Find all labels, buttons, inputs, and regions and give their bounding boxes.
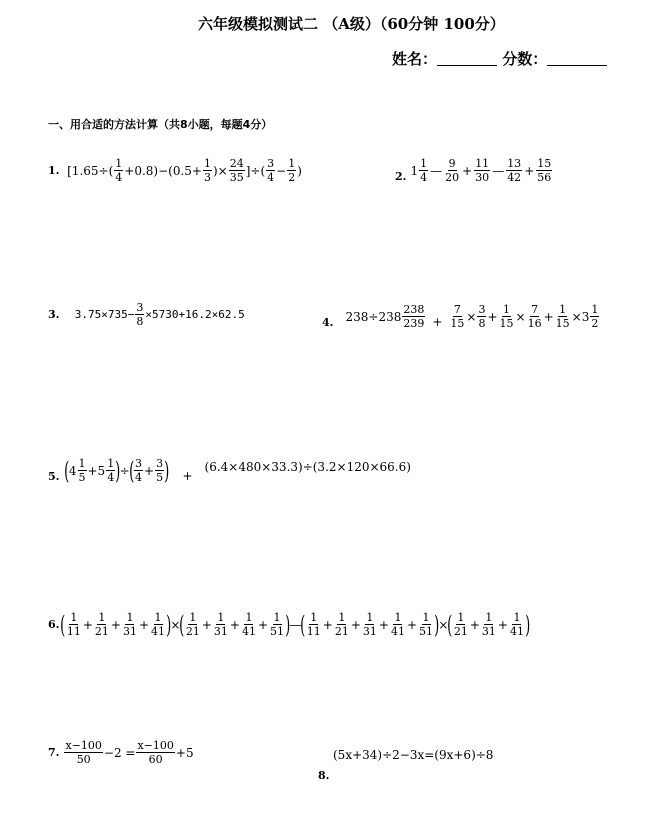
fraction: $\frac{3}{4}$ <box>135 457 143 484</box>
problem-number: 6. <box>48 618 60 631</box>
paren: ( <box>128 456 134 485</box>
fraction: $\frac{238}{239}$ <box>403 303 425 330</box>
operator: + <box>182 469 193 483</box>
operator: + <box>487 309 498 324</box>
fraction: $\frac{1}{51}$ <box>270 611 285 638</box>
expr-text: )× <box>212 163 228 178</box>
problem-4 <box>322 304 600 329</box>
fraction: $\frac{3}{4}$ <box>267 157 275 184</box>
fraction: $\frac{13}{42}$ <box>507 157 522 184</box>
operator: + <box>462 163 473 178</box>
name-blank[interactable] <box>437 51 497 66</box>
operator: ×3 <box>571 309 590 324</box>
fraction: $\frac{1}{3}$ <box>203 157 211 184</box>
expr-text: (6.4×480×33.3)÷(3.2×120×66.6) <box>204 460 411 474</box>
expr-text: − <box>276 163 287 178</box>
fraction: $\frac{7}{15}$ <box>450 303 465 330</box>
operator: — <box>492 163 505 178</box>
problem-1 <box>48 158 302 183</box>
operator: + <box>524 163 535 178</box>
mixed-number: 1 $\frac{1}{4}$ <box>410 157 428 184</box>
fraction: $\frac{1}{15}$ <box>499 303 514 330</box>
fraction: $\frac{1}{31}$ <box>481 611 496 638</box>
operator: + <box>432 315 443 329</box>
score-label: 分数： <box>502 50 548 68</box>
fraction: $\frac{1}{21}$ <box>185 611 200 638</box>
problem-number: 3. <box>48 308 60 321</box>
name-label: 姓名： <box>392 50 438 68</box>
fraction: $\frac{x-100}{50}$ <box>65 739 102 766</box>
fraction: $\frac{1}{4}$ <box>115 157 123 184</box>
fraction: $\frac{1}{21}$ <box>94 611 109 638</box>
problem-3 <box>48 302 245 327</box>
section-heading: 一、用合适的方法计算（共8小题，每题4分） <box>48 118 273 131</box>
expr-text: ) <box>297 163 302 178</box>
expr-text: ×5730+16.2×62.5 <box>145 308 245 321</box>
fraction: $\frac{3}{8}$ <box>136 301 144 328</box>
expr-text: ]÷( <box>245 163 266 178</box>
expr-text: 238÷238 <box>345 309 402 324</box>
operator: + <box>543 309 554 324</box>
fraction: $\frac{1}{4}$ <box>107 457 115 484</box>
fraction: $\frac{1}{2}$ <box>591 303 599 330</box>
problem-number: 7. <box>48 746 60 759</box>
fraction: $\frac{3}{5}$ <box>156 457 164 484</box>
fraction: $\frac{3}{8}$ <box>478 303 486 330</box>
name-score-row <box>392 48 607 69</box>
fraction: $\frac{9}{20}$ <box>445 157 460 184</box>
expr-text: +0.8)−(0.5+ <box>124 163 202 178</box>
score-blank[interactable] <box>547 51 607 66</box>
fraction: $\frac{1}{31}$ <box>122 611 137 638</box>
operator: — <box>430 163 443 178</box>
fraction: $\frac{1}{51}$ <box>419 611 434 638</box>
operator: × <box>466 309 477 324</box>
problem-6: 6. ( $\frac{1}{11}$ + $\frac{1}{21}$ + $\frac{1}{31}$ + $\frac{1}{41}$ ) × ( $\frac{1}{21}$ + $\frac{1}{31}$ + $\frac{1}{41}$ + $\frac{1}{51}$ ) — ( $\frac{1}{11}$ + $\frac{1}{21}$ + $\frac{1}{31}$ + $\frac{1}{41}$ + $\frac{1}{51}$ ) × ( $\frac{1}{21}$ + $\frac{1}{31}$ + $\frac{1}{41}$ ) <box>48 610 531 639</box>
problem-8: (5x+34)÷2−3x=(9x+6)÷8 <box>333 748 494 762</box>
paren: ) <box>164 456 170 485</box>
fraction: $\frac{1}{15}$ <box>555 303 570 330</box>
expr-text: [1.65÷( <box>67 163 114 178</box>
fraction: $\frac{1}{41}$ <box>390 611 405 638</box>
fraction: $\frac{1}{21}$ <box>453 611 468 638</box>
expr-text: +5 <box>175 745 194 760</box>
problem-5 <box>48 458 411 483</box>
fraction: $\frac{1}{41}$ <box>509 611 524 638</box>
fraction: $\frac{1}{2}$ <box>288 157 296 184</box>
fraction: $\frac{1}{11}$ <box>66 611 81 638</box>
paren: ( <box>64 456 70 485</box>
problem-number: 1. <box>48 164 60 177</box>
problem-number: 5. <box>48 470 60 483</box>
operator: +5 <box>87 463 106 478</box>
problem-number: 4. <box>322 316 334 329</box>
fraction: $\frac{x-100}{60}$ <box>137 739 174 766</box>
operator: × <box>515 309 526 324</box>
fraction: $\frac{1}{31}$ <box>362 611 377 638</box>
fraction: $\frac{1}{21}$ <box>334 611 349 638</box>
expr-text: 3.75×735− <box>74 308 135 321</box>
fraction: $\frac{1}{41}$ <box>241 611 256 638</box>
expr-text: −2 = <box>103 745 136 760</box>
fraction: $\frac{1}{31}$ <box>213 611 228 638</box>
fraction: $\frac{1}{11}$ <box>306 611 321 638</box>
problem-number: 2. <box>395 170 407 183</box>
problem-2 <box>395 158 553 183</box>
problem-7 <box>48 740 194 765</box>
fraction: $\frac{15}{56}$ <box>537 157 552 184</box>
fraction: $\frac{24}{35}$ <box>229 157 244 184</box>
problem-8-number: 8. <box>318 769 330 782</box>
page-title: 六年级模拟测试二 （A级）（60分钟 100分） <box>198 15 505 33</box>
operator: ÷ <box>119 463 130 478</box>
mixed-number: 4 $\frac{1}{5}$ <box>68 457 86 484</box>
fraction: $\frac{1}{41}$ <box>151 611 166 638</box>
operator: + <box>144 463 155 478</box>
fraction: $\frac{7}{16}$ <box>527 303 542 330</box>
paren: ) <box>115 456 121 485</box>
fraction: $\frac{11}{30}$ <box>475 157 490 184</box>
